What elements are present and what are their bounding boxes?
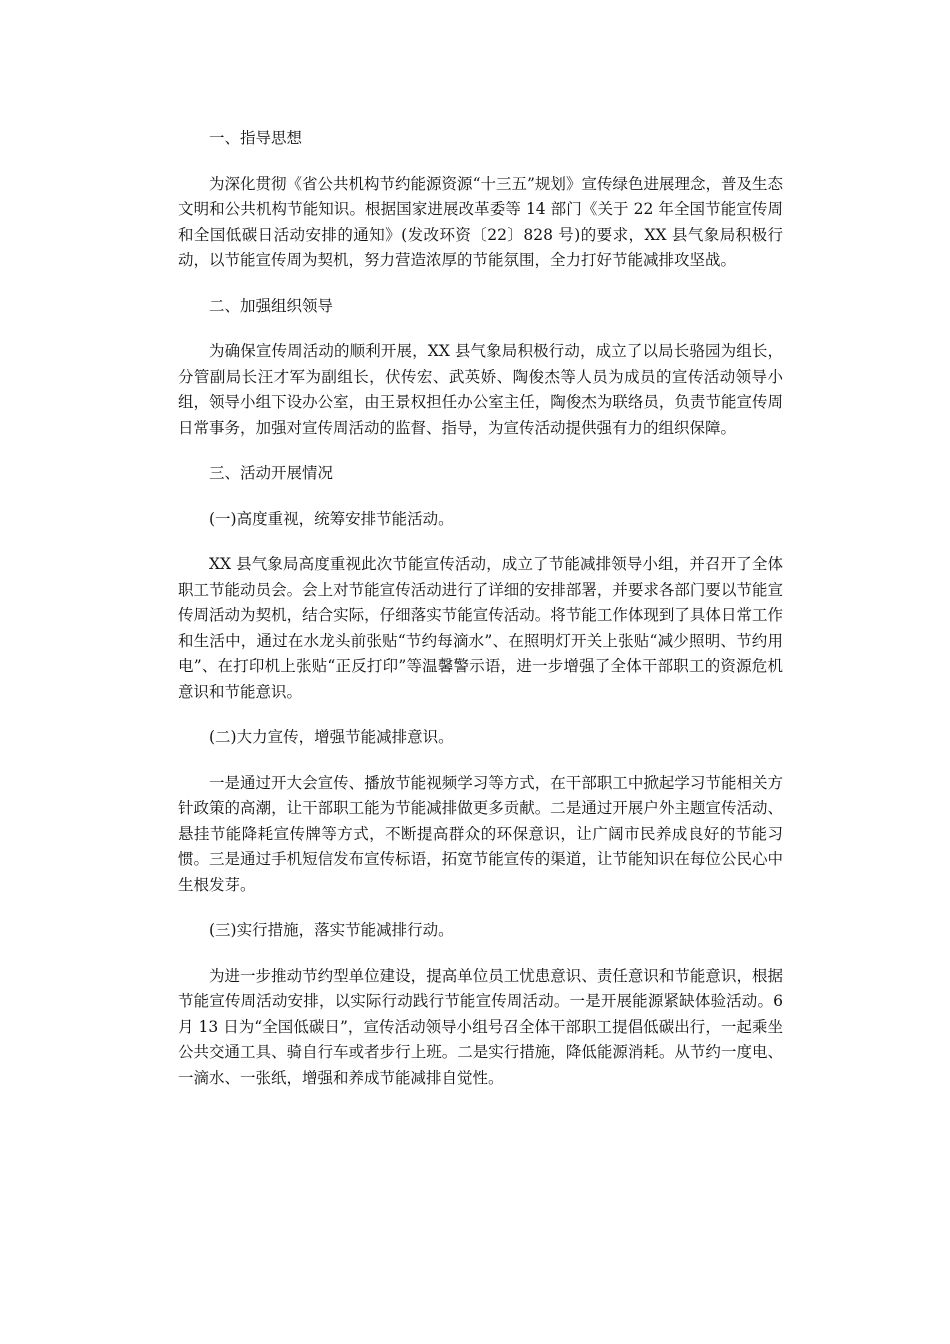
paragraph-guiding-thought: 为深化贯彻《省公共机构节约能源资源“十三五”规划》宣传绿色进展理念，普及生态文明和公共机构节能知识。根据国家进展改革委等 14 部门《关于 22 年全国节能宣传周和全国低碳日活动安排的通知》(发改环资〔22〕828 号)的要求，XX 县气象局积极行动，以节能宣传周为契机，努力营造浓厚的节能氛围，全力打好节能减排攻坚战。 — [178, 174, 783, 269]
paragraph-measures: 为进一步推动节约型单位建设，提高单位员工忧患意识、责任意识和节能意识，根据节能宣传周活动安排，以实际行动践行节能宣传周活动。一是开展能源紧缺体验活动。6 月 13 日为“全国低碳日”，宣传活动领导小组号召全体干部职工提倡低碳出行，一起乘坐公共交通工具、骑自行车或者步行上班。二是实行措施，降低能源消耗。从节约一度电、一滴水、一张纸，增强和养成节能减排自觉性。 — [178, 966, 783, 1087]
paragraph-organization: 为确保宣传周活动的顺利开展，XX 县气象局积极行动，成立了以局长骆园为组长，分管副局长汪才军为副组长，伏传宏、武英娇、陶俊杰等人员为成员的宣传活动领导小组，领导小组下设办公室，由王景权担任办公室主任，陶俊杰为联络员，负责节能宣传周日常事务，加强对宣传周活动的监督、指导，为宣传活动提供强有力的组织保障。 — [178, 342, 783, 437]
paragraph-overall-arrangement: XX 县气象局高度重视此次节能宣传活动，成立了节能减排领导小组，并召开了全体职工节能动员会。会上对节能宣传活动进行了详细的安排部署，并要求各部门要以节能宣传周活动为契机，结合实际，仔细落实节能宣传活动。将节能工作体现到了具体日常工作和生活中，通过在水龙头前张贴“节约每滴水”、在照明灯开关上张贴“减少照明、节约用电”、在打印机上张贴“正反打印”等温馨警示语，进一步增强了全体干部职工的资源危机意识和节能意识。 — [178, 555, 783, 701]
subheading-overall-arrangement: (一)高度重视，统筹安排节能活动。 — [209, 509, 454, 528]
section-heading-organization: 二、加强组织领导 — [209, 296, 334, 315]
section-heading-guiding-thought: 一、指导思想 — [209, 129, 303, 147]
paragraph-publicity: 一是通过开大会宣传、播放节能视频学习等方式，在干部职工中掀起学习节能相关方针政策的高潮，让干部职工能为节能减排做更多贡献。二是通过开展户外主题宣传活动、悬挂节能降耗宣传牌等方式，不断提高群众的环保意识，让广阔市民养成良好的节能习惯。三是通过手机短信发布宣传标语，拓宽节能宣传的渠道，让节能知识在每位公民心中生根发芽。 — [178, 773, 783, 894]
subheading-measures: (三)实行措施，落实节能减排行动。 — [209, 921, 454, 939]
subheading-publicity: (二)大力宣传，增强节能减排意识。 — [209, 728, 454, 746]
section-heading-activities: 三、活动开展情况 — [209, 464, 334, 482]
document-page — [178, 126, 783, 1111]
